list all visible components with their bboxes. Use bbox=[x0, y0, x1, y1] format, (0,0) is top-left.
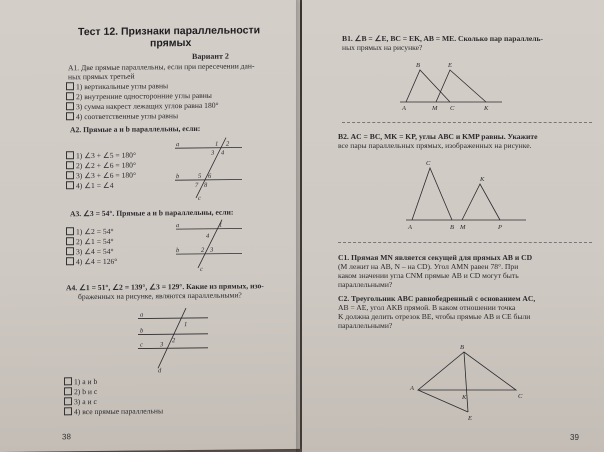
checkbox[interactable] bbox=[66, 102, 74, 110]
a2-option-2[interactable]: 2) ∠2 + ∠6 = 180° bbox=[66, 161, 136, 171]
page-number-left: 38 bbox=[62, 432, 71, 442]
angle-6: 6 bbox=[208, 172, 212, 180]
checkbox[interactable] bbox=[64, 397, 72, 405]
checkbox[interactable] bbox=[66, 257, 74, 265]
triangle-abc bbox=[418, 352, 516, 390]
a4-option-3[interactable]: 3) a и c bbox=[64, 397, 97, 407]
divider bbox=[342, 122, 592, 123]
right-page bbox=[302, 0, 604, 452]
left-page bbox=[0, 0, 300, 452]
a3-option-4[interactable]: 4) ∠4 = 126° bbox=[66, 257, 117, 267]
a3-figure bbox=[172, 217, 248, 272]
a4-figure bbox=[134, 308, 214, 375]
checkbox[interactable] bbox=[64, 407, 72, 415]
label-K: K bbox=[480, 176, 485, 183]
variant-label: Вариант 2 bbox=[192, 51, 229, 61]
label-E: E bbox=[448, 62, 452, 69]
label-a: a bbox=[140, 311, 144, 319]
b2-question-line2: все пары параллельных прямых, изображенных на рисунке. bbox=[338, 141, 532, 150]
c2-figure bbox=[406, 340, 530, 422]
checkbox[interactable] bbox=[66, 237, 74, 245]
angle-3: 3 bbox=[211, 149, 215, 157]
a2-option-1[interactable]: 1) ∠3 + ∠5 = 180° bbox=[66, 151, 136, 161]
line-b bbox=[138, 334, 208, 335]
label-B: B bbox=[416, 62, 420, 69]
checkbox[interactable] bbox=[66, 227, 74, 235]
angle-7: 7 bbox=[195, 181, 199, 189]
checkbox[interactable] bbox=[66, 161, 74, 169]
angle-4: 4 bbox=[206, 232, 210, 240]
checkbox[interactable] bbox=[66, 82, 74, 90]
a3-option-1[interactable]: 1) ∠2 = 54° bbox=[66, 227, 114, 237]
checkbox[interactable] bbox=[64, 377, 72, 385]
a4-option-4[interactable]: 4) все прямые параллельны bbox=[64, 406, 163, 416]
a3-question: А3. ∠3 = 54°. Прямые a и b параллельны, если: bbox=[70, 207, 234, 219]
line-a bbox=[138, 318, 208, 319]
b1-question: В1. ∠B = ∠E, BC = EK, AB = ME. Сколько пар параллель- bbox=[342, 34, 544, 43]
line-a bbox=[175, 147, 242, 148]
c1-line-1: С1. Прямая MN является секущей для прямых AB и CD bbox=[338, 253, 533, 262]
label-C: C bbox=[426, 160, 431, 167]
segment-be bbox=[464, 352, 468, 412]
a4-question: А4. ∠1 = 51°, ∠2 = 139°, ∠3 = 129°. Какие из прямых, изо- bbox=[66, 281, 264, 293]
angle-1: 1 bbox=[184, 321, 188, 329]
test-title: Тест 12. Признаки параллельности bbox=[78, 24, 261, 39]
page-number-right: 39 bbox=[570, 433, 579, 442]
angle-4: 4 bbox=[221, 149, 225, 157]
a2-question: А2. Прямые a и b параллельны, если: bbox=[70, 123, 201, 135]
angle-3: 3 bbox=[160, 341, 164, 349]
checkbox[interactable] bbox=[66, 247, 74, 255]
label-C: C bbox=[450, 105, 455, 112]
label-A: A bbox=[402, 105, 406, 112]
segment-ae bbox=[418, 390, 468, 412]
a2-option-3[interactable]: 3) ∠3 + ∠6 = 180° bbox=[66, 171, 136, 181]
line-c bbox=[138, 348, 208, 349]
label-c: c bbox=[198, 194, 201, 202]
checkbox[interactable] bbox=[66, 112, 74, 120]
c2-line-3: K должна делить отрезок BE, чтобы прямые AB и CE были bbox=[338, 312, 531, 321]
a4-option-2[interactable]: 2) b и c bbox=[64, 387, 97, 397]
a1-question-line2: ных прямых третьей bbox=[68, 71, 135, 82]
angle-2: 2 bbox=[201, 246, 205, 254]
checkbox[interactable] bbox=[64, 387, 72, 395]
label-M: M bbox=[460, 224, 466, 231]
triangle-acb bbox=[412, 168, 452, 220]
label-c: c bbox=[200, 265, 203, 273]
checkbox[interactable] bbox=[66, 92, 74, 100]
a1-option-1[interactable]: 1) вертикальные углы равны bbox=[66, 81, 168, 91]
label-d: d bbox=[158, 367, 162, 375]
divider bbox=[338, 242, 592, 243]
angle-1: 1 bbox=[215, 140, 219, 148]
b1-figure bbox=[398, 58, 508, 114]
c1-line-4: параллельными? bbox=[338, 280, 393, 289]
checkbox[interactable] bbox=[66, 171, 74, 179]
label-P: P bbox=[498, 224, 502, 231]
a3-option-3[interactable]: 3) ∠4 = 54° bbox=[66, 247, 114, 257]
label-b: b bbox=[176, 247, 180, 255]
line-a bbox=[176, 228, 242, 229]
label-b: b bbox=[176, 173, 180, 181]
checkbox[interactable] bbox=[66, 181, 74, 189]
label-E: E bbox=[468, 415, 472, 422]
test-title-line2: прямых bbox=[150, 36, 192, 50]
c2-line-1: С2. Треугольник ABC равнобедренный с основанием AC, bbox=[338, 294, 536, 303]
label-c: c bbox=[140, 341, 143, 349]
label-B: B bbox=[450, 224, 454, 231]
angle-2: 2 bbox=[226, 140, 230, 148]
checkbox[interactable] bbox=[66, 151, 74, 159]
angle-1: 1 bbox=[219, 221, 223, 229]
a3-option-2[interactable]: 2) ∠1 = 54° bbox=[66, 237, 114, 247]
c2-line-4: параллельными? bbox=[338, 321, 393, 330]
label-a: a bbox=[176, 222, 180, 230]
b2-question: В2. AC = BC, MK = KP, углы ABC и KMP равны. Укажите bbox=[338, 132, 538, 141]
a4-question-line2: браженных на рисунке, являются параллельными? bbox=[78, 290, 242, 302]
a1-option-2[interactable]: 2) внутренние односторонние углы равны bbox=[66, 91, 212, 102]
label-A: A bbox=[408, 224, 412, 231]
a1-option-4[interactable]: 4) соответственные углы равны bbox=[66, 111, 178, 122]
label-b: b bbox=[140, 327, 144, 335]
line-b bbox=[176, 253, 242, 254]
b2-figure bbox=[404, 156, 532, 234]
line-c bbox=[196, 138, 226, 198]
b1-question-line2: ных прямых на рисунке? bbox=[342, 43, 423, 52]
label-a: a bbox=[176, 141, 180, 149]
c1-line-3: каком значении угла CNM прямые AB и CD могут быть bbox=[338, 271, 519, 280]
a4-option-1[interactable]: 1) a и b bbox=[64, 377, 97, 387]
angle-2: 2 bbox=[172, 337, 176, 345]
a1-option-3[interactable]: 3) сумма накрест лежащих углов равна 180° bbox=[66, 101, 219, 112]
label-A: A bbox=[410, 385, 414, 392]
angle-5: 5 bbox=[198, 172, 202, 180]
label-K: K bbox=[484, 105, 489, 112]
angle-3: 3 bbox=[210, 246, 214, 254]
triangle-mek bbox=[436, 70, 486, 102]
angle-8: 8 bbox=[204, 181, 208, 189]
a1-question: А1. Две прямые параллельны, если при пересечении дан- bbox=[68, 61, 255, 73]
label-K: K bbox=[462, 394, 467, 401]
label-M: M bbox=[432, 105, 438, 112]
c1-line-2: (M лежит на AB, N – на CD). Угол AMN равен 78°. При bbox=[338, 262, 519, 271]
triangle-mkp bbox=[462, 184, 500, 220]
label-C: C bbox=[518, 393, 523, 400]
a2-figure bbox=[170, 135, 250, 202]
c2-line-2: AB = AE, угол AKB прямой. В каком отношении точка bbox=[338, 303, 516, 312]
label-B: B bbox=[460, 344, 464, 351]
a2-option-4[interactable]: 4) ∠1 = ∠4 bbox=[66, 181, 114, 191]
